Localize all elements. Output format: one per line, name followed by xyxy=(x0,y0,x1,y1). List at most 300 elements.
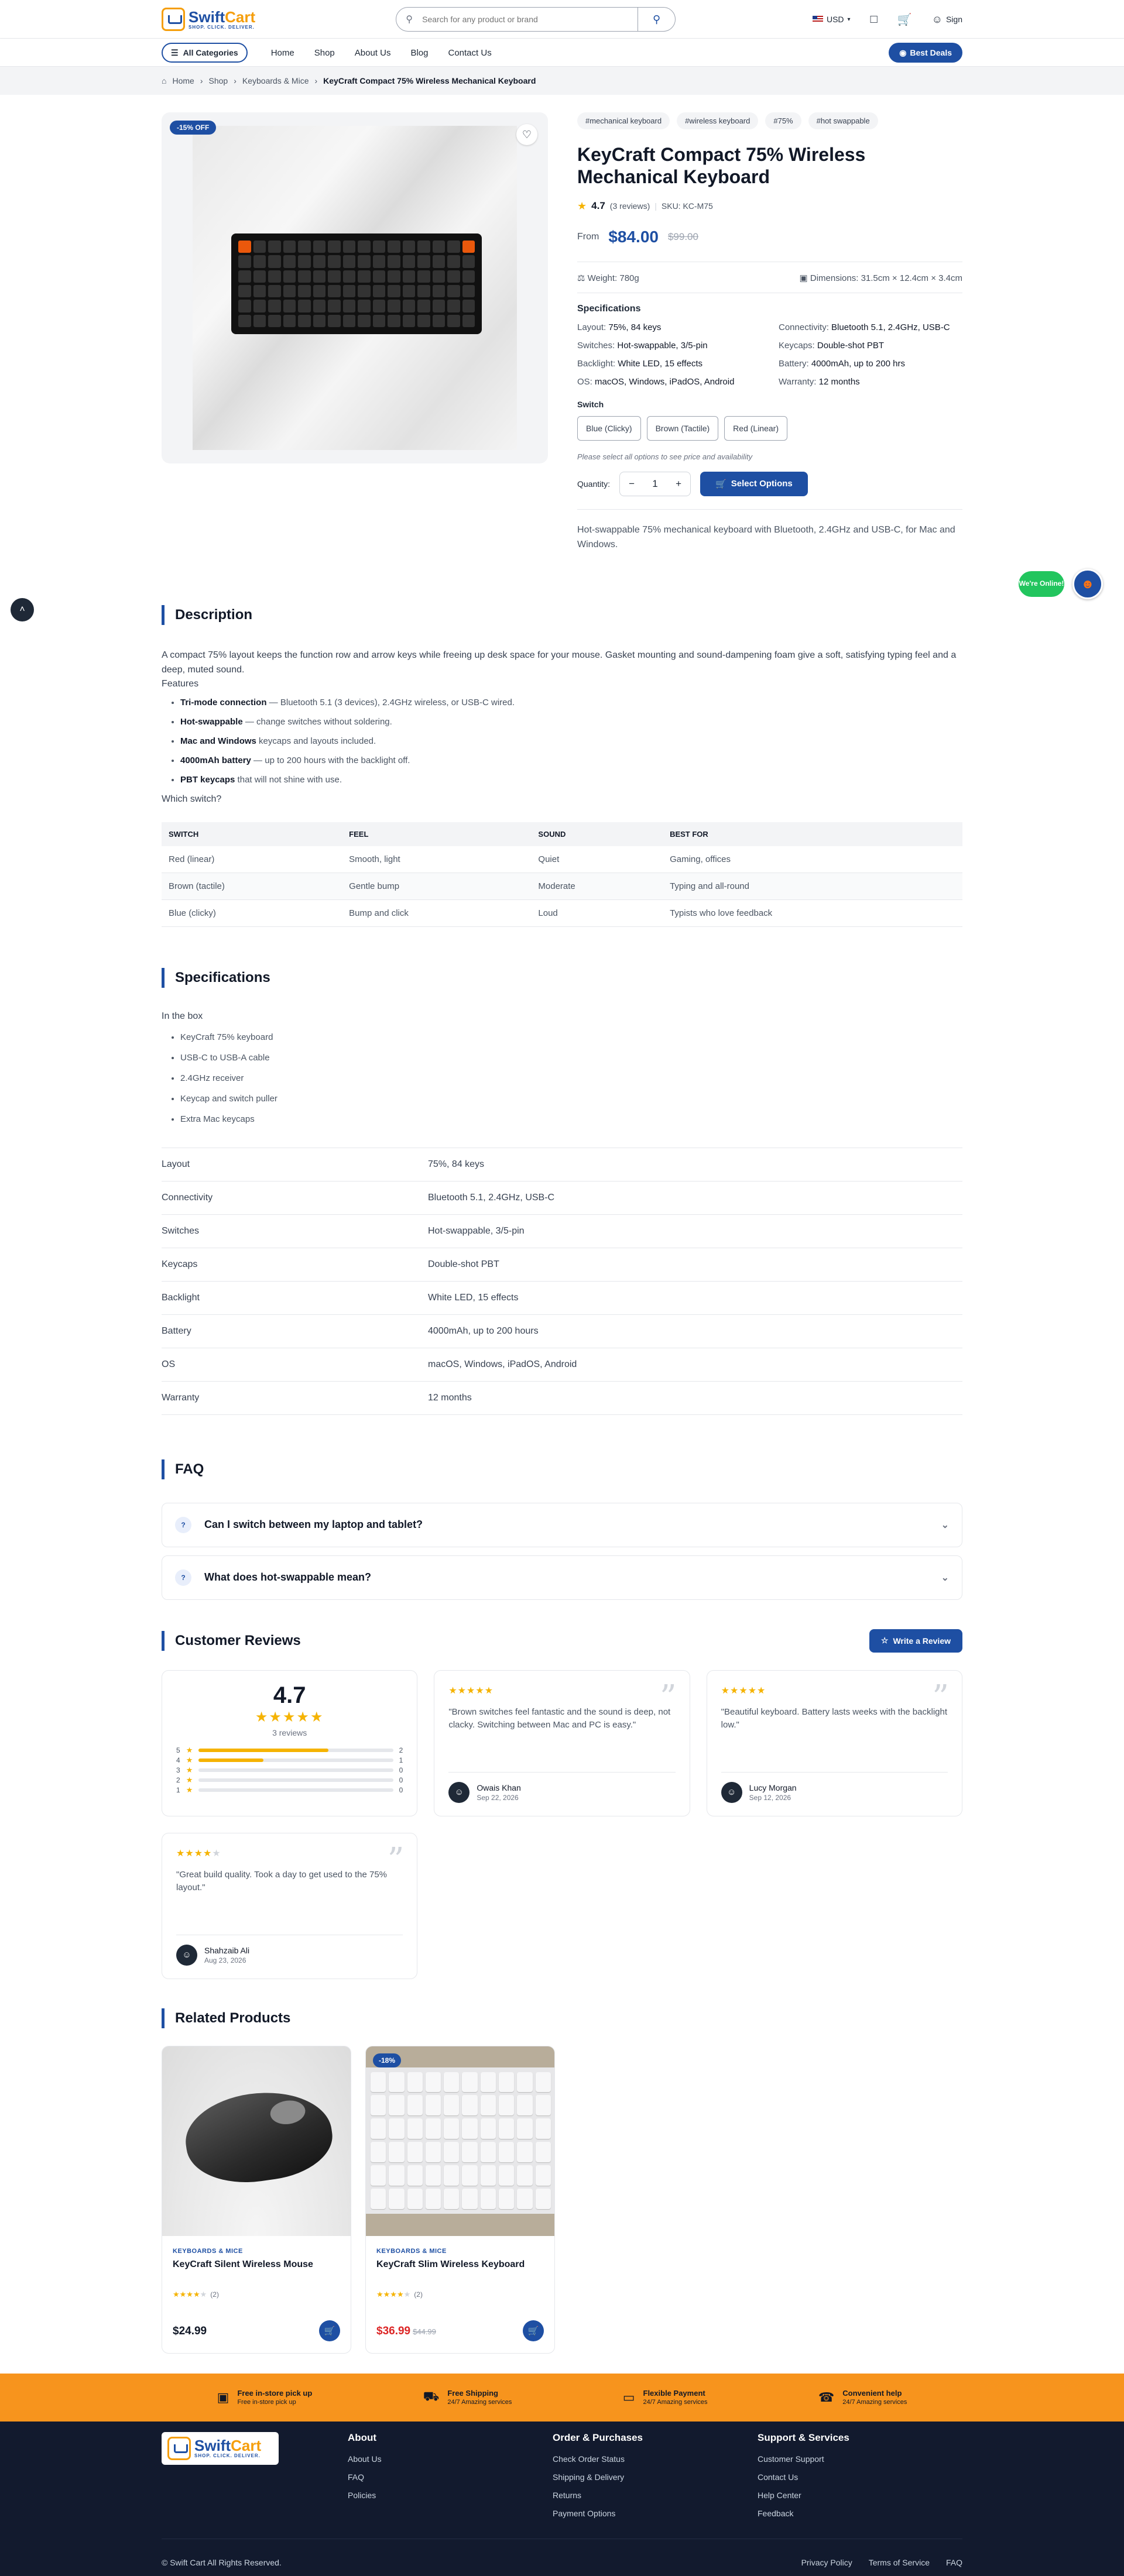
key-cap xyxy=(447,285,460,297)
user-icon: ☺ xyxy=(931,13,943,25)
nav-home[interactable]: Home xyxy=(270,47,294,58)
faq-item[interactable] xyxy=(162,1555,962,1600)
key-cap xyxy=(426,2165,441,2186)
dimensions xyxy=(800,273,962,283)
product-tag[interactable]: #75% xyxy=(765,112,801,129)
perk-title: Free in-store pick up xyxy=(237,2389,313,2398)
faq-title: FAQ xyxy=(162,1459,962,1479)
rating-bar-row xyxy=(176,1785,403,1795)
spec-row xyxy=(162,1148,962,1181)
in-the-box-item: • USB-C to USB-A cable xyxy=(180,1053,962,1063)
minus-button[interactable]: − xyxy=(629,478,635,489)
key-cap xyxy=(407,2072,423,2093)
key-cap xyxy=(417,255,430,267)
product-card-image[interactable] xyxy=(162,2046,351,2236)
feature-text: — change switches without soldering. xyxy=(242,716,392,727)
key-cap xyxy=(447,241,460,253)
key-cap xyxy=(462,315,475,327)
key-cap xyxy=(499,2118,514,2139)
weight-text: Weight: 780g xyxy=(587,273,639,283)
question-icon: ? xyxy=(175,1517,191,1533)
table-cell: Typing and all-round xyxy=(663,873,962,899)
sign-in-link[interactable] xyxy=(932,13,962,26)
perk-item xyxy=(423,2389,512,2406)
key-cap xyxy=(403,285,416,297)
perk-item xyxy=(818,2389,907,2406)
key-cap xyxy=(517,2189,532,2209)
write-review-label: Write a Review xyxy=(893,1636,951,1646)
key-cap xyxy=(417,300,430,312)
cart-icon[interactable]: 🛒 xyxy=(897,13,912,26)
logo-accent: Cart xyxy=(225,8,256,26)
footer-terms-link[interactable]: Terms of Service xyxy=(868,2558,930,2568)
price-value: $36.99 xyxy=(376,2324,411,2337)
review-card xyxy=(434,1670,690,1816)
key-cap xyxy=(444,2189,459,2209)
perk-item xyxy=(217,2389,313,2406)
key-cap xyxy=(517,2072,532,2093)
key-cap xyxy=(388,285,400,297)
top-header xyxy=(0,0,1124,39)
menu-icon: ☰ xyxy=(171,47,179,57)
spec-row-value: Hot-swappable, 3/5-pin xyxy=(428,1225,525,1236)
key-cap xyxy=(433,255,446,267)
key-cap xyxy=(517,2165,532,2186)
table-cell: Gentle bump xyxy=(342,873,531,899)
key-cap xyxy=(371,2142,386,2162)
spec-key: Switches: xyxy=(577,340,618,351)
key-cap xyxy=(462,270,475,283)
sign-label: Sign xyxy=(945,15,962,24)
switch-option-red[interactable]: Red (Linear) xyxy=(724,416,787,441)
key-cap xyxy=(328,300,341,312)
bar-star-count: 3 xyxy=(176,1766,180,1775)
footer-link[interactable]: Contact Us xyxy=(758,2472,799,2482)
key-cap xyxy=(328,285,341,297)
related-products-section xyxy=(162,2008,962,2354)
key-cap xyxy=(328,255,341,267)
quote-icon: ” xyxy=(387,1840,405,1879)
breadcrumb-category[interactable]: Keyboards & Mice xyxy=(242,76,309,85)
rating-summary-card xyxy=(162,1670,417,1816)
add-to-cart-button[interactable]: 🛒 xyxy=(523,2320,544,2341)
review-text: "Beautiful keyboard. Battery lasts weeks with the backlight low." xyxy=(721,1706,948,1730)
key-cap xyxy=(358,270,371,283)
chevron-down-icon: ▾ xyxy=(847,16,851,23)
perk-text xyxy=(643,2389,708,2406)
key-cap xyxy=(388,315,400,327)
reviews-section xyxy=(162,1629,962,1979)
table-cell: Typists who love feedback xyxy=(663,899,962,926)
key-cap xyxy=(403,300,416,312)
key-cap xyxy=(389,2189,404,2209)
review-author xyxy=(721,1772,948,1803)
online-badge[interactable]: We're Online! xyxy=(1019,571,1064,597)
key-cap xyxy=(298,285,311,297)
key-cap xyxy=(328,270,341,283)
spec-row xyxy=(162,1382,962,1415)
old-price: $44.99 xyxy=(413,2327,436,2336)
table-cell: Blue (clicky) xyxy=(162,899,342,926)
mouse-illustration xyxy=(180,2083,337,2190)
key-cap xyxy=(444,2142,459,2162)
rating-value: 4.7 xyxy=(591,200,605,212)
nav-about[interactable]: About Us xyxy=(354,47,391,58)
key-cap xyxy=(268,241,281,253)
add-to-cart-button[interactable]: 🛒 xyxy=(319,2320,340,2341)
in-the-box-item: • KeyCraft 75% keyboard xyxy=(180,1032,962,1042)
footer-link[interactable]: Returns xyxy=(553,2490,582,2500)
footer-column-title: Support & Services xyxy=(758,2431,849,2443)
review-author xyxy=(176,1935,403,1966)
spec-item xyxy=(779,377,962,387)
key-cap xyxy=(417,285,430,297)
spec-row-key: OS xyxy=(162,1359,176,1369)
price: $84.00 xyxy=(608,227,659,246)
perk-subtitle: Free in-store pick up xyxy=(237,2399,296,2406)
features-list xyxy=(162,698,962,785)
product-card-name[interactable]: KeyCraft Slim Wireless Keyboard xyxy=(376,2259,525,2269)
footer-faq-link[interactable]: FAQ xyxy=(945,2558,962,2568)
key-cap xyxy=(499,2165,514,2186)
spec-key: Warranty: xyxy=(779,376,819,387)
spec-row xyxy=(162,1348,962,1382)
key-cap xyxy=(407,2165,423,2186)
main-nav xyxy=(0,39,1124,67)
key-cap xyxy=(343,300,356,312)
key-cap xyxy=(517,2142,532,2162)
footer-link[interactable]: Policies xyxy=(348,2490,376,2500)
spec-item xyxy=(577,322,761,332)
key-cap xyxy=(358,241,371,253)
quote-icon: ” xyxy=(932,1678,949,1716)
key-cap xyxy=(253,285,266,297)
product-gallery xyxy=(162,112,548,463)
sku: SKU: KC-M75 xyxy=(661,201,713,211)
footer-link[interactable]: Feedback xyxy=(758,2508,794,2518)
select-options-label: Select Options xyxy=(731,479,793,489)
copyright: © Swift Cart All Rights Reserved. xyxy=(162,2558,282,2568)
search-input[interactable] xyxy=(422,15,638,24)
key-cap xyxy=(253,315,266,327)
switch-option-brown[interactable]: Brown (Tactile) xyxy=(647,416,719,441)
key-cap xyxy=(462,285,475,297)
key-cap xyxy=(407,2095,423,2115)
spec-row-key: Layout xyxy=(162,1159,190,1169)
product-title: KeyCraft Compact 75% Wireless Mechanical Keyboard xyxy=(577,144,866,188)
footer-link[interactable]: Check Order Status xyxy=(553,2454,625,2464)
key-cap xyxy=(373,255,386,267)
key-cap xyxy=(388,270,400,283)
rating-bar-fill xyxy=(198,1749,328,1752)
chat-agent-icon[interactable]: ☻ xyxy=(1072,569,1103,599)
key-cap xyxy=(253,241,266,253)
footer-link[interactable]: FAQ xyxy=(348,2472,365,2482)
spec-row-key: Switches xyxy=(162,1225,200,1236)
key-cap xyxy=(536,2118,551,2139)
key-cap xyxy=(433,241,446,253)
key-cap xyxy=(343,241,356,253)
key-cap xyxy=(403,315,416,327)
footer-logo[interactable] xyxy=(162,2432,279,2465)
switch-option-blue[interactable]: Blue (Clicky) xyxy=(577,416,641,441)
review-count: 3 reviews xyxy=(272,1727,307,1737)
switch-heading: Switch xyxy=(577,399,604,409)
rating-bar-track xyxy=(198,1758,393,1762)
footer-link[interactable]: Help Center xyxy=(758,2490,801,2500)
spec-row xyxy=(162,1248,962,1282)
key-cap xyxy=(343,270,356,283)
logo-tagline: SHOP. CLICK. DELIVER. xyxy=(189,24,255,30)
key-cap xyxy=(462,2072,477,2093)
breadcrumb-home[interactable]: Home xyxy=(172,76,194,85)
key-cap xyxy=(407,2189,423,2209)
key-cap xyxy=(517,2095,532,2115)
key-cap xyxy=(403,270,416,283)
select-options-button[interactable] xyxy=(700,472,808,496)
table-cell: Gaming, offices xyxy=(663,846,962,873)
discount-badge: -18% xyxy=(373,2053,401,2067)
key-cap xyxy=(388,241,400,253)
avatar: ☺ xyxy=(448,1782,470,1803)
in-the-box-item: • 2.4GHz receiver xyxy=(180,1073,962,1083)
quantity-value[interactable]: 1 xyxy=(652,478,658,489)
product-tag[interactable]: #hot swappable xyxy=(808,112,878,129)
site-logo[interactable] xyxy=(162,8,255,31)
spec-item xyxy=(577,359,761,369)
table-cell: Moderate xyxy=(531,873,663,899)
review-author-name: Shahzaib Ali xyxy=(204,1945,250,1955)
rating-stars-icon: ★★★★★ xyxy=(173,2289,207,2299)
spec-row-value: Bluetooth 5.1, 2.4GHz, USB-C xyxy=(428,1192,555,1203)
old-price: $99.00 xyxy=(667,231,698,242)
key-cap xyxy=(499,2142,514,2162)
spec-value: 75%, 84 keys xyxy=(608,322,662,332)
logo-main: Swift xyxy=(194,2437,231,2455)
key-cap xyxy=(328,315,341,327)
spec-heading: Specifications xyxy=(577,303,641,314)
spec-item xyxy=(779,359,962,369)
in-the-box-item: • Keycap and switch puller xyxy=(180,1094,962,1104)
key-cap xyxy=(462,241,475,253)
spec-row-value: Double-shot PBT xyxy=(428,1259,499,1269)
key-cap xyxy=(403,255,416,267)
key-cap xyxy=(313,241,326,253)
spec-row-value: 75%, 84 keys xyxy=(428,1159,485,1169)
product-card-image[interactable] xyxy=(366,2046,554,2236)
table-header: FEEL xyxy=(342,822,531,846)
key-cap xyxy=(536,2142,551,2162)
review-author-info xyxy=(204,1946,249,1964)
reviews-count[interactable]: (3 reviews) xyxy=(609,201,650,211)
perk-title: Free Shipping xyxy=(447,2389,498,2398)
footer-privacy-link[interactable]: Privacy Policy xyxy=(801,2558,852,2568)
key-cap xyxy=(373,241,386,253)
currency-selector[interactable] xyxy=(813,15,851,24)
bar-star-count: 2 xyxy=(176,1776,180,1785)
bar-star-count: 1 xyxy=(176,1786,180,1795)
spec-value: 4000mAh, up to 200 hrs xyxy=(811,358,905,369)
key-cap xyxy=(426,2072,441,2093)
select-note: Please select all options to see price and availability xyxy=(577,452,753,461)
spec-value: Hot-swappable, 3/5-pin xyxy=(617,340,708,351)
price-prefix: From xyxy=(577,231,599,242)
logo-accent: Cart xyxy=(231,2437,262,2455)
product-card[interactable] xyxy=(162,2046,351,2354)
footer-column xyxy=(553,2432,758,2539)
key-cap xyxy=(283,315,296,327)
spec-item xyxy=(779,322,962,332)
key-cap xyxy=(426,2142,441,2162)
perk-subtitle: 24/7 Amazing services xyxy=(447,2399,512,2406)
breadcrumb-shop[interactable]: Shop xyxy=(208,76,228,85)
footer-link[interactable]: Shipping & Delivery xyxy=(553,2472,625,2482)
feature-item xyxy=(180,736,962,746)
key-cap xyxy=(268,315,281,327)
faq-question: What does hot-swappable mean? xyxy=(204,1571,372,1584)
spec-key: Connectivity: xyxy=(779,322,832,332)
reviews-title: Customer Reviews xyxy=(162,1631,301,1651)
review-date: Sep 12, 2026 xyxy=(749,1793,791,1802)
key-cap xyxy=(328,241,341,253)
key-cap xyxy=(462,300,475,312)
spec-row xyxy=(162,1181,962,1215)
summary-stars-icon: ★★★★★ xyxy=(255,1709,324,1725)
perk-text xyxy=(447,2389,512,2406)
key-cap xyxy=(433,285,446,297)
key-cap xyxy=(444,2118,459,2139)
footer-link[interactable]: Payment Options xyxy=(553,2508,616,2518)
description-title: Description xyxy=(162,605,962,625)
truck-icon: ▣ xyxy=(799,273,808,283)
nav-shop[interactable]: Shop xyxy=(314,47,335,58)
key-cap xyxy=(373,285,386,297)
key-cap xyxy=(238,241,251,253)
perk-title: Flexible Payment xyxy=(643,2389,705,2398)
review-stars-icon: ★★★★★ xyxy=(721,1685,766,1696)
logo-tagline: SHOP. CLICK. DELIVER. xyxy=(194,2453,261,2459)
spec-key: Battery: xyxy=(779,358,811,369)
table-cell: Red (linear) xyxy=(162,846,342,873)
footer-link[interactable]: Customer Support xyxy=(758,2454,824,2464)
compare-icon[interactable]: □ xyxy=(870,12,878,26)
feature-item xyxy=(180,755,962,765)
key-cap xyxy=(298,255,311,267)
wishlist-heart-icon[interactable]: ♡ xyxy=(516,124,537,145)
review-author-name: Lucy Morgan xyxy=(749,1782,797,1792)
table-row xyxy=(162,846,962,873)
plus-button[interactable]: + xyxy=(676,478,681,489)
which-switch-heading: Which switch? xyxy=(162,794,222,804)
product-tag[interactable]: #mechanical keyboard xyxy=(577,112,670,129)
chevron-down-icon: ⌄ xyxy=(941,1572,949,1583)
key-cap xyxy=(481,2118,496,2139)
bar-count: 0 xyxy=(399,1786,403,1795)
key-cap xyxy=(433,270,446,283)
perk-subtitle: 24/7 Amazing services xyxy=(842,2399,907,2406)
weight xyxy=(577,273,639,283)
footer-column xyxy=(758,2432,962,2539)
spec-value: macOS, Windows, iPadOS, Android xyxy=(595,376,735,387)
rating-bar-fill xyxy=(198,1758,263,1762)
in-the-box-list xyxy=(162,1032,962,1124)
key-cap xyxy=(499,2072,514,2093)
key-cap xyxy=(313,285,326,297)
key-cap xyxy=(388,255,400,267)
key-cap xyxy=(447,300,460,312)
description-paragraph: A compact 75% layout keeps the function row and arrow keys while freeing up desk space for your mouse. Gasket mounting and sound-dampening foam give a soft, satisfying typing feel and a deep, muted sound. xyxy=(162,650,957,675)
search-button[interactable]: ⚲ xyxy=(638,8,675,31)
key-cap xyxy=(358,285,371,297)
spec-row-value: 4000mAh, up to 200 hours xyxy=(428,1325,539,1336)
rating-bar-track xyxy=(198,1749,393,1752)
review-author xyxy=(448,1772,675,1803)
product-card[interactable] xyxy=(365,2046,555,2354)
rating-breakdown xyxy=(176,1746,403,1795)
related-title: Related Products xyxy=(162,2008,962,2028)
cart-icon: 🛒 xyxy=(715,479,727,489)
rating-stars-icon: ★★★★★ xyxy=(376,2289,411,2299)
key-cap xyxy=(313,315,326,327)
review-text: "Brown switches feel fantastic and the sound is deep, not clacky. Switching between Mac and PC is easy." xyxy=(448,1706,671,1730)
logo-main: Swift xyxy=(189,8,225,26)
write-review-button[interactable] xyxy=(869,1629,962,1653)
key-cap xyxy=(389,2165,404,2186)
table-header: SWITCH xyxy=(162,822,342,846)
key-cap xyxy=(358,315,371,327)
perk-item xyxy=(623,2389,708,2406)
product-image[interactable] xyxy=(193,126,517,450)
best-deals-button[interactable] xyxy=(889,43,962,63)
spec-key: Keycaps: xyxy=(779,340,817,351)
key-cap xyxy=(238,315,251,327)
spec-key: Layout: xyxy=(577,322,609,332)
nav-contact[interactable]: Contact Us xyxy=(448,47,492,58)
spec-row-key: Connectivity xyxy=(162,1192,213,1203)
chevron-right-icon: › xyxy=(200,76,203,85)
key-cap xyxy=(426,2189,441,2209)
rating-bar-track xyxy=(198,1778,393,1782)
key-cap xyxy=(343,255,356,267)
switch-table xyxy=(162,822,962,927)
key-cap xyxy=(462,2118,477,2139)
key-cap xyxy=(283,270,296,283)
spec-row-key: Battery xyxy=(162,1325,191,1336)
key-cap xyxy=(238,285,251,297)
key-cap xyxy=(389,2072,404,2093)
all-categories-button[interactable] xyxy=(162,43,248,63)
key-cap xyxy=(371,2095,386,2115)
table-cell: Loud xyxy=(531,899,663,926)
nav-blog[interactable]: Blog xyxy=(410,47,429,58)
key-cap xyxy=(462,2142,477,2162)
key-cap xyxy=(499,2189,514,2209)
faq-item[interactable] xyxy=(162,1503,962,1547)
rating-bar-row xyxy=(176,1756,403,1766)
footer-column xyxy=(348,2432,553,2539)
product-card-category: KEYBOARDS & MICE xyxy=(376,2247,447,2255)
bar-count: 2 xyxy=(399,1746,403,1755)
key-cap xyxy=(343,285,356,297)
scroll-up-icon[interactable]: ˄ xyxy=(11,598,34,621)
product-tag[interactable]: #wireless keyboard xyxy=(677,112,758,129)
footer-link[interactable]: About Us xyxy=(348,2454,382,2464)
spec-item xyxy=(779,341,962,351)
product-card-name[interactable]: KeyCraft Silent Wireless Mouse xyxy=(173,2259,313,2269)
cart-logo-icon xyxy=(167,2437,191,2460)
spec-row-key: Keycaps xyxy=(162,1259,198,1269)
us-flag-icon xyxy=(813,16,823,23)
